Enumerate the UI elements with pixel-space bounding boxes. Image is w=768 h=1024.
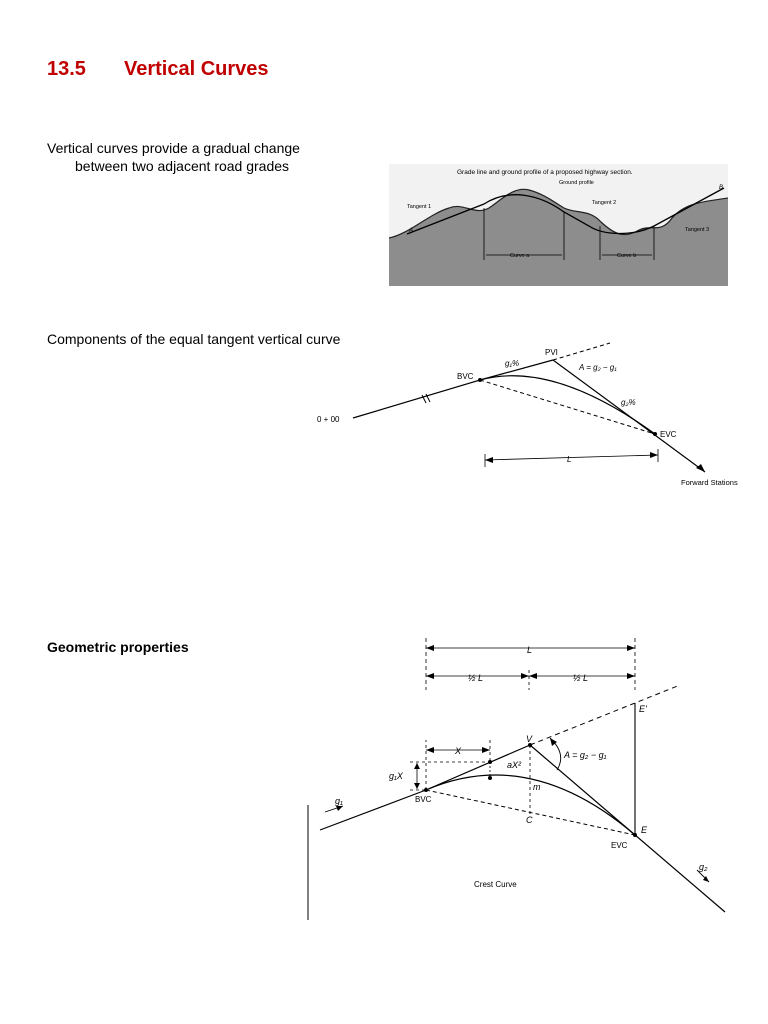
pvi-label: PVI [545,348,558,357]
section-heading [47,58,269,81]
components-text: Components of the equal tangent vertical curve [47,331,341,347]
m-label: m [533,782,541,792]
bvc-label: BVC [457,372,474,381]
station-zero: 0 + 00 [317,415,340,424]
ground-profile-figure [389,164,728,286]
length-top-label: L [527,645,533,655]
a-equation-geo: A = g₂ − g₁ [564,750,607,760]
g2-label-geo: g₂ [699,862,708,872]
tangent3-label: Tangent 3 [685,227,710,233]
e-label: E [641,825,648,835]
g1-label: g₁% [505,359,520,368]
curve-b-label: Curve b [617,253,637,259]
geometric-heading: Geometric properties [47,639,189,655]
g1x-label: g₁X [389,771,403,781]
tangent1-label: Tangent 1 [407,204,432,210]
geometric-diagram [305,630,737,922]
c-label: C [526,815,533,825]
half-l-right-label: ½ L [573,673,589,683]
half-l-left-label: ½ L [468,673,484,683]
a-equation: A = g₂ − g₁ [579,363,617,372]
curve-a-label: Curve a [510,253,530,259]
length-label: L [567,455,572,464]
evc-label-geo: EVC [611,841,628,850]
point-b-label: B [719,185,724,191]
ground-profile-label: Ground profile [559,180,594,186]
intro-line-1: Vertical curves provide a gradual change [47,140,300,156]
section-title: Vertical Curves [124,58,269,80]
crest-curve-label: Crest Curve [474,880,517,889]
evc-label: EVC [660,430,677,439]
components-diagram [305,335,760,495]
point-a-label: A [409,228,414,234]
x-label: X [455,746,462,756]
profile-caption: Grade line and ground profile of a proposed highway section. [457,169,633,176]
v-label: V [526,734,533,744]
tangent2-label: Tangent 2 [592,200,617,206]
g2-label: g₂% [621,398,636,407]
ax2-label: aX² [507,760,522,770]
e-prime-label: E' [639,704,647,714]
section-number: 13.5 [47,58,86,80]
bvc-label-geo: BVC [415,795,432,804]
g1-label-geo: g₁ [335,796,343,806]
intro-line-2: between two adjacent road grades [75,158,290,174]
forward-stations-label: Forward Stations [681,478,738,487]
